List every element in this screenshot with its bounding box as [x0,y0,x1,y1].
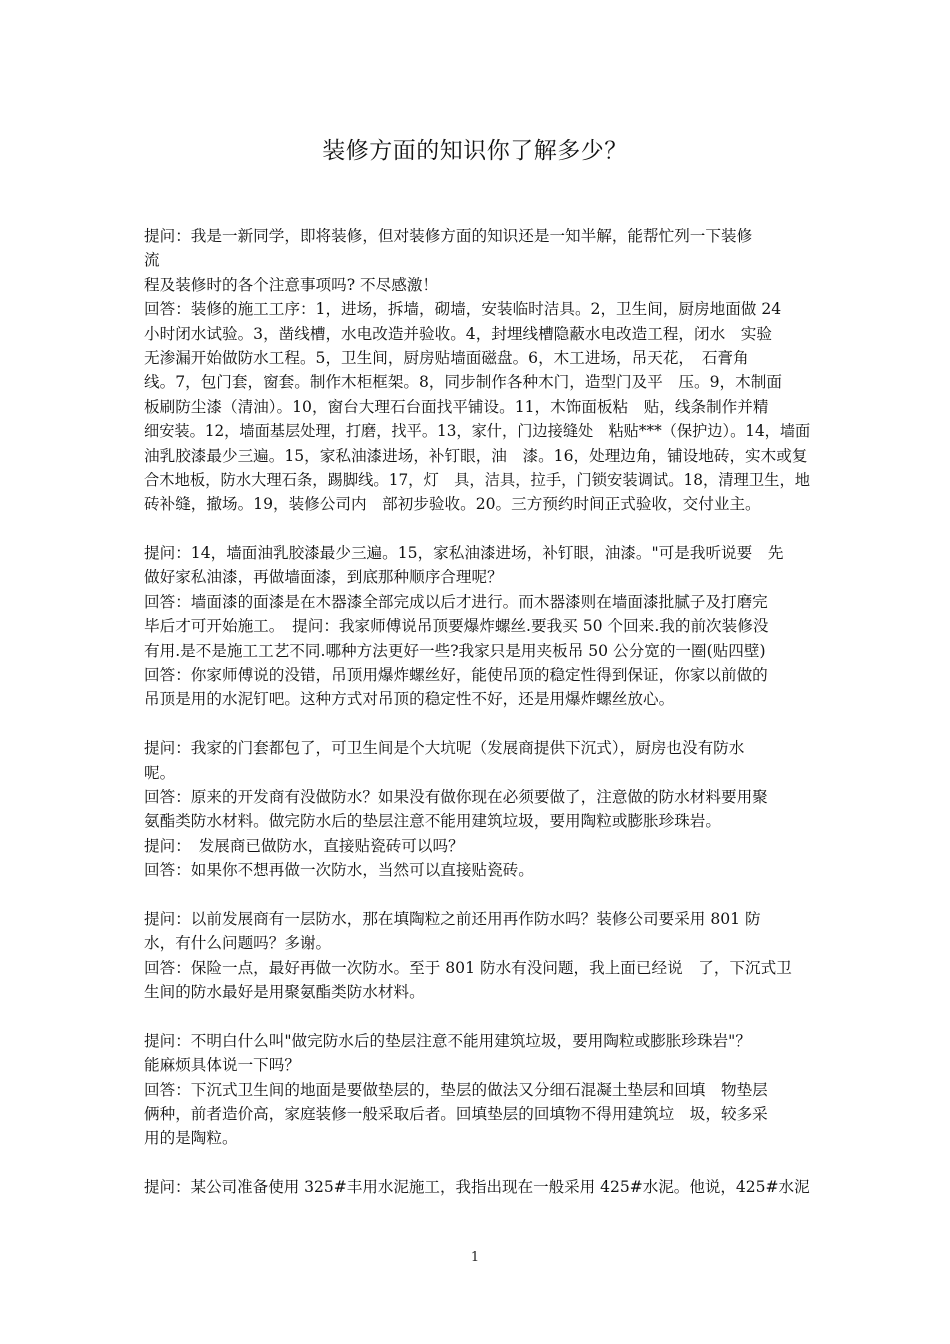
text-line: 无渗漏开始做防水工程。5，卫生间，厨房贴墙面磁盘。6，木工进场，吊天花， 石膏角 [144,348,749,367]
text-line: 回答：你家师傅说的没错，吊顶用爆炸螺丝好，能使吊顶的稳定性得到保证，你家以前做的 [144,666,768,685]
text-line: 有用.是不是施工工艺不同.哪种方法更好一些?我家只是用夹板吊 50 公分宽的一圈(贴四壁) [144,641,766,660]
page-number: 1 [470,1250,480,1265]
paragraph-gap [144,1151,810,1175]
text-line: 提问：某公司准备使用 325#丰用水泥施工，我指出现在一般采用 425#水泥。他说，425#水泥 [144,1178,810,1197]
paragraph-gap [144,1005,810,1029]
text-line: 提问：以前发展商有一层防水，那在填陶粒之前还用再作防水吗？装修公司要采用 801 防 [144,909,761,928]
text-line: 砖补缝，撤场。19，装修公司内 部初步验收。20。三方预约时间正式验收，交付业主。 [144,495,761,514]
text-line: 提问：我家的门套都包了，可卫生间是个大坑呢（发展商提供下沉式），厨房也没有防水 [144,739,745,758]
text-line: 毕后才可开始施工。 提问：我家师傅说吊顶要爆炸螺丝.要我买 50 个回来.我的前次装修没 [144,617,769,636]
text-line: 呢。 [144,763,176,782]
text-line: 提问：不明白什么叫"做完防水后的垫层注意不能用建筑垃圾，要用陶粒或膨胀珍珠岩"？ [144,1031,751,1050]
text-line: 小时闭水试验。3，凿线槽，水电改造并验收。4，封埋线槽隐蔽水电改造工程，闭水 实验 [144,324,772,343]
text-line: 回答：装修的施工工序：1，进场，拆墙，砌墙，安装临时洁具。2，卫生间，厨房地面做 24 [144,300,782,319]
paragraph-gap [144,517,810,541]
text-line: 用的是陶粒。 [144,1129,238,1148]
paragraph-gap [144,712,810,736]
text-line: 细安装。12，墙面基层处理，打磨，找平。13，家什，门边接缝处 粘贴***（保护边）。14，墙面 [144,422,811,441]
text-line: 合木地板，防水大理石条，踢脚线。17，灯 具，洁具，拉手，门锁安装调试。18，清理卫生，地 [144,470,811,489]
text-line: 回答：下沉式卫生间的地面是要做垫层的，垫层的做法又分细石混凝土垫层和回填 物垫层 [144,1080,768,1099]
text-line: 油乳胶漆最少三遍。15，家私油漆进场，补钉眼，油 漆。16，处理边角，铺设地砖，实木或复 [144,446,808,465]
text-line: 提问： 发展商已做防水，直接贴瓷砖可以吗？ [144,836,464,855]
text-line: 水，有什么问题吗？多谢。 [144,934,332,953]
paragraph-gap [144,883,810,907]
text-line: 氨酯类防水材料。做完防水后的垫层注意不能用建筑垃圾，要用陶粒或膨胀珍珠岩。 [144,812,721,831]
text-line: 回答：保险一点，最好再做一次防水。至于 801 防水有没问题，我上面已经说 了，下沉式卫 [144,958,792,977]
text-line: 程及装修时的各个注意事项吗? 不尽感激！ [144,275,439,294]
text-line: 回答：原来的开发商有没做防水？如果没有做你现在必须要做了，注意做的防水材料要用聚 [144,787,768,806]
text-line: 俩种，前者造价高，家庭装修一般采取后者。回填垫层的回填物不得用建筑垃 圾，较多采 [144,1105,768,1124]
document-body [144,224,810,1200]
text-line: 回答：墙面漆的面漆是在木器漆全部完成以后才进行。而木器漆则在墙面漆批腻子及打磨完 [144,592,768,611]
text-line: 流 [144,251,160,270]
text-line: 提问：14，墙面油乳胶漆最少三遍。15，家私油漆进场，补钉眼，油漆。"可是我听说要 先 [144,544,784,563]
text-line: 吊顶是用的水泥钉吧。这种方式对吊顶的稳定性不好，还是用爆炸螺丝放心。 [144,690,675,709]
page-title: 装修方面的知识你了解多少？ [322,138,628,164]
text-line: 线。7，包门套，窗套。制作木柜框架。8，同步制作各种木门，造型门及平 压。9，木制面 [144,373,782,392]
text-line: 生间的防水最好是用聚氨酯类防水材料。 [144,983,425,1002]
text-line: 能麻烦具体说一下吗？ [144,1056,300,1075]
text-line: 提问：我是一新同学，即将装修，但对装修方面的知识还是一知半解，能帮忙列一下装修 [144,227,753,245]
text-line: 做好家私油漆，再做墙面漆，到底那种顺序合理呢？ [144,568,503,587]
text-line: 回答：如果你不想再做一次防水，当然可以直接贴瓷砖。 [144,861,534,880]
text-line: 板刷防尘漆（清油）。10，窗台大理石台面找平铺设。11，木饰面板粘 贴，线条制作并精 [144,397,769,416]
